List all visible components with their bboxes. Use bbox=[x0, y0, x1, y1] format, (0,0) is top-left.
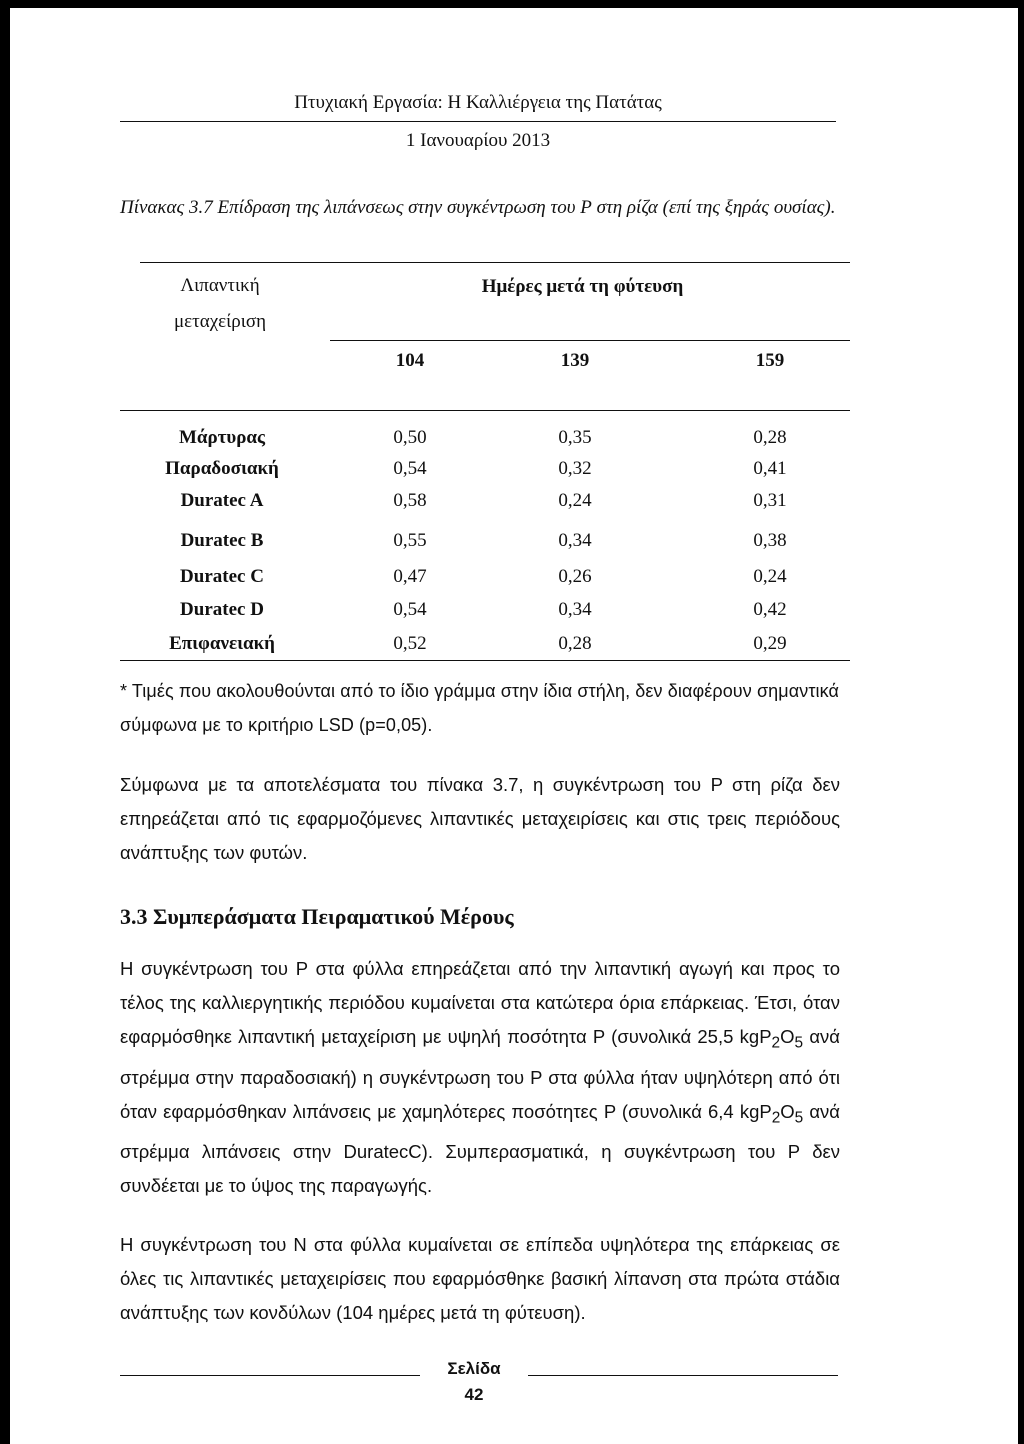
cell-value: 0,26 bbox=[558, 566, 592, 587]
day-column-104: 104 bbox=[395, 350, 425, 371]
paragraph-conclusions bbox=[120, 952, 840, 1203]
day-column-139: 139 bbox=[560, 350, 590, 371]
table-bottom-rule bbox=[120, 660, 850, 661]
days-header: Ημέρες μετά τη φύτευση bbox=[481, 276, 684, 297]
cell-value: 0,24 bbox=[558, 490, 592, 511]
cell-value: 0,32 bbox=[558, 458, 592, 479]
cell-value: 0,38 bbox=[753, 530, 787, 551]
header-rule bbox=[120, 121, 836, 122]
subscript: 2 bbox=[771, 1109, 781, 1127]
cell-value: 0,54 bbox=[393, 458, 427, 479]
scan-border-left bbox=[0, 0, 10, 1444]
subscript: 2 bbox=[771, 1034, 781, 1052]
page-number: 42 bbox=[464, 1385, 484, 1404]
paragraph-results: Σύμφωνα με τα αποτελέσματα του πίνακα 3.7, η συγκέντρωση του Ρ στη ρίζα δεν επηρεάζεται από τις εφαρμοζόμενες λιπαντικές μεταχειρίσεις και στις τρεις περιόδους ανάπτυξης των φυτών. bbox=[120, 774, 840, 863]
cell-value: 0,34 bbox=[558, 599, 592, 620]
row-label: Duratec B bbox=[180, 530, 264, 551]
table-row bbox=[0, 599, 1024, 629]
days-header-rule bbox=[330, 340, 850, 341]
para2-text: O bbox=[780, 1100, 795, 1122]
table-header-rule bbox=[120, 410, 850, 411]
table-row bbox=[0, 458, 1024, 488]
paragraph-nitrogen: Η συγκέντρωση του Ν στα φύλλα κυμαίνεται σε επίπεδα υψηλότερα της επάρκειας σε όλες τις λιπαντικές μεταχειρίσεις που εφαρμόσθηκε βασική λίπανση στα πρώτα στάδια ανάπτυξης των κονδύλων (104 ημέρες μετά τη φύτευση). bbox=[120, 1234, 840, 1323]
row-label: Duratec D bbox=[180, 599, 264, 620]
para2-text: ανά στρέμμα στην παραδοσιακή) η συγκέντρωση του Ρ στα φύλλα ήταν υψηλότερη από ότι όταν εφαρμόσθηκαν λιπάνσεις με χαμηλότερες ποσότητες Ρ (συνολικά 6,4 kgP bbox=[120, 1026, 840, 1122]
cell-value: 0,42 bbox=[753, 599, 787, 620]
cell-value: 0,52 bbox=[393, 633, 427, 654]
table-row bbox=[0, 490, 1024, 520]
page-footer bbox=[420, 1356, 528, 1408]
cell-value: 0,35 bbox=[558, 427, 592, 448]
para2-text: Η συγκέντρωση του Ρ στα φύλλα επηρεάζεται από την λιπαντική αγωγή και προς το τέλος της καλλιεργητικής περιόδου κυμαίνεται στα κατώτερα όρια επάρκειας. Έτσι, όταν εφαρμόσθηκε λιπαντική μεταχείριση με υψηλή ποσότητα Ρ (συνολικά 25,5 kgP bbox=[120, 958, 840, 1047]
table-row bbox=[0, 530, 1024, 560]
subscript: 5 bbox=[794, 1034, 804, 1052]
cell-value: 0,47 bbox=[393, 566, 427, 587]
section-heading: 3.3 Συμπεράσματα Πειραματικού Μέρους bbox=[120, 904, 514, 929]
running-header-title: Πτυχιακή Εργασία: Η Καλλιέργεια της Πατάτας bbox=[294, 92, 662, 113]
treatment-column-header bbox=[120, 268, 320, 340]
cell-value: 0,50 bbox=[393, 427, 427, 448]
cell-value: 0,41 bbox=[753, 458, 787, 479]
cell-value: 0,55 bbox=[393, 530, 427, 551]
table-row bbox=[0, 427, 1024, 457]
cell-value: 0,28 bbox=[558, 633, 592, 654]
cell-value: 0,54 bbox=[393, 599, 427, 620]
treatment-header-line1: Λιπαντική bbox=[180, 275, 260, 296]
footer-rule-left bbox=[120, 1375, 420, 1376]
running-header-date: 1 Ιανουαρίου 2013 bbox=[405, 130, 551, 151]
cell-value: 0,58 bbox=[393, 490, 427, 511]
scan-border-right bbox=[1018, 0, 1024, 1444]
subscript: 5 bbox=[794, 1109, 804, 1127]
table-row bbox=[0, 633, 1024, 663]
cell-value: 0,34 bbox=[558, 530, 592, 551]
para2-text: ανά στρέμμα λιπάνσεις στην DuratecC). Συμπερασματικά, η συγκέντρωση του Ρ δεν συνδέεται με το ύψος της παραγωγής. bbox=[120, 1100, 840, 1197]
row-label: Μάρτυρας bbox=[178, 427, 266, 448]
table-row bbox=[0, 566, 1024, 596]
cell-value: 0,24 bbox=[753, 566, 787, 587]
cell-value: 0,31 bbox=[753, 490, 787, 511]
day-column-159: 159 bbox=[755, 350, 785, 371]
row-label: Duratec C bbox=[180, 566, 264, 587]
scan-border-top bbox=[0, 0, 1024, 8]
page-label: Σελίδα bbox=[447, 1359, 501, 1378]
table-caption: Πίνακας 3.7 Επίδραση της λιπάνσεως στην συγκέντρωση του Ρ στη ρίζα (επί της ξηράς ουσίας). bbox=[120, 197, 836, 218]
cell-value: 0,28 bbox=[753, 427, 787, 448]
treatment-header-line2: μεταχείριση bbox=[173, 311, 267, 332]
table-footnote: * Τιμές που ακολουθούνται από το ίδιο γράμμα στην ίδια στήλη, δεν διαφέρουν σημαντικά σύμφωνα με το κριτήριο LSD (p=0,05). bbox=[120, 681, 840, 735]
row-label: Duratec A bbox=[180, 490, 264, 511]
cell-value: 0,29 bbox=[753, 633, 787, 654]
footer-rule-right bbox=[528, 1375, 838, 1376]
row-label: Παραδοσιακή bbox=[165, 458, 279, 479]
table-top-rule bbox=[140, 262, 850, 263]
row-label: Επιφανειακή bbox=[169, 633, 275, 654]
para2-text: O bbox=[780, 1026, 795, 1047]
